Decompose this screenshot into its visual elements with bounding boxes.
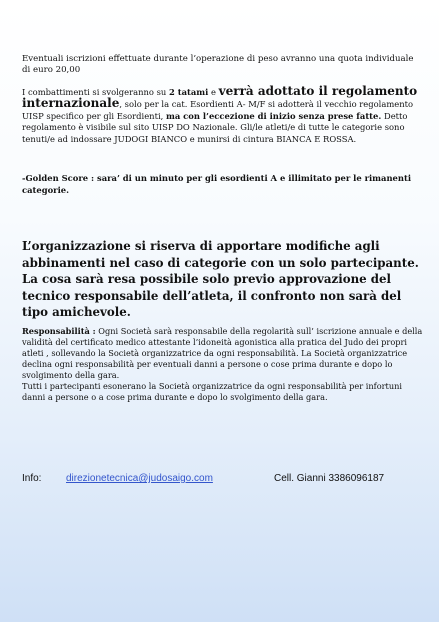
combat-text-7: Detto regolamento è visibile sul sito UISP DO Nazionale. Gli/le atleti/e di tutte le categorie sono tenuti/e ad indossare JUDOGI BIANCO e munirsi di cintura BIANCA E ROSSA. [22, 110, 408, 144]
regulation-highlight: verrà adottato il regolamento internazionale [22, 84, 418, 111]
responsibility-text-2: Tutti i partecipanti esonerano la Società organizzatrice da ogni responsabilità per infortuni danni a persone o a cose prima durante e dopo lo svolgimento della gara. [22, 381, 402, 402]
combat-text-5: , solo per la cat. Esordienti A- M/F si adotterà il vecchio regolamento UISP specifico per gli Esordienti, [22, 99, 414, 121]
responsibility-text-1: Ogni Società sarà responsabile della regolarità sull’ iscrizione annuale e della validità del certificato medico attestante l’idoneità agonistica alla pratica del Judo dei propri atleti , sollevando la Società organizzatrice da ogni responsabilità. La Società organizzatrice declina ogni responsabilità per eventuali danni a persone o cose prima durante e dopo lo svolgimento della gara. [22, 326, 423, 380]
organization-notice: L’organizzazione si riserva di apportare modifiche agli abbinamenti nel caso di categorie con un solo partecipante. La cosa sarà resa possibile solo previo approvazione del tecnico responsabile dell’atleta, il confronto non sarà del tipo amichevole. [22, 239, 419, 319]
cell-phone: Cell. Gianni 3386096187 [274, 473, 385, 484]
combat-text-1: I combattimenti si svolgeranno su [22, 87, 169, 97]
contact-info-row [22, 472, 422, 486]
golden-score-paragraph: -Golden Score : sara’ di un minuto per gli esordienti A e illimitato per le rimanenti categorie. [22, 173, 412, 195]
intro-paragraph: Eventuali iscrizioni effettuate durante l’operazione di peso avranno una quota individuale di euro 20,00 [22, 54, 414, 75]
tatami-count: 2 tatami [168, 87, 209, 97]
info-label: Info: [22, 473, 42, 484]
responsibility-paragraph [22, 326, 426, 403]
combat-rules-paragraph [22, 86, 422, 145]
responsibility-label: Responsabilità : [22, 326, 96, 336]
exception-highlight: ma con l’eccezione di inizio senza prese fatte. [165, 110, 382, 121]
email-link[interactable]: direzionetecnica@judosaigo.com [66, 473, 213, 484]
combat-text-3: e [208, 87, 219, 97]
